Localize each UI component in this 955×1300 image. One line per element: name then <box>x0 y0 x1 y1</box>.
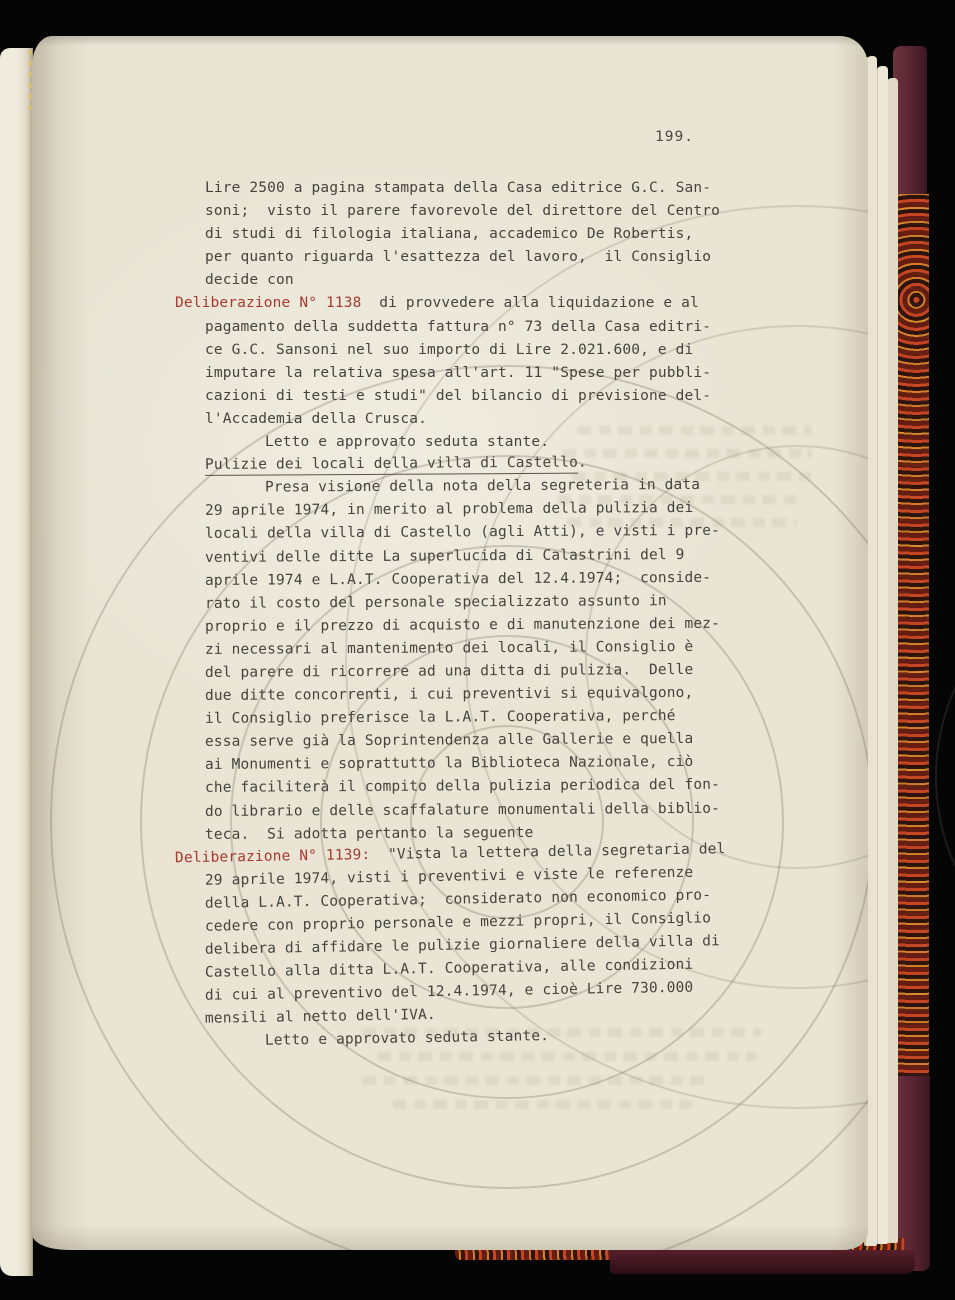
text-line: rato il costo del personale specializzato assunto in <box>204 592 667 612</box>
text-line: essa serve già la Soprintendenza alle Gallerie e quella <box>204 731 694 751</box>
background-reflection-arc <box>935 560 955 994</box>
text-line: Letto e approvato seduta stante. <box>264 1028 550 1050</box>
deliberazione-text: di provvedere alla liquidazione e al <box>361 295 699 312</box>
text-line: 29 aprile 1974, visti i preventivi e viste le referenze <box>204 864 694 889</box>
bleedthrough-text <box>392 1100 692 1109</box>
text-line: locali della villa di Castello (agli Atti), e visti i pre- <box>204 523 721 543</box>
text-line: Castello alla ditta L.A.T. Cooperativa, alle condizioni <box>204 956 694 981</box>
binding-marbled-endpaper <box>893 194 929 1076</box>
text-line: cazioni di testi e studi" del bilancio di previsione del- <box>205 387 712 404</box>
page-number: 199. <box>655 129 694 145</box>
text-line: delibera di affidare le pulizie giornaliere della villa di <box>204 933 721 958</box>
text-line: 29 aprile 1974, in merito al problema della pulizia dei <box>204 500 694 520</box>
text-line: il Consiglio preferisce la L.A.T. Cooperativa, perché <box>204 708 676 728</box>
text-line: ai Monumenti e soprattutto la Biblioteca Nazionale, ciò <box>204 754 694 774</box>
text-line: ventivi delle ditte La superlucida di Calastrini del 9 <box>204 546 685 566</box>
text-line: pagamento della suddetta fattura n° 73 della Casa editri- <box>205 318 712 335</box>
text-line: zi necessari al mantenimento dei locali, il Consiglio è <box>204 638 694 658</box>
text-line: Lire 2500 a pagina stampata della Casa editrice G.C. San- <box>205 180 712 196</box>
text-line: due ditte concorrenti, i cui preventivi si equivalgono, <box>204 684 694 704</box>
text-line: ce G.C. Sansoni nel suo importo di Lire 2.021.600, e di <box>205 341 694 358</box>
text-line: l'Accademia della Crusca. <box>205 410 427 427</box>
page-edge <box>876 66 888 1244</box>
text-line: proprio e il prezzo di acquisto e di manutenzione dei mez- <box>204 615 721 635</box>
text-line: soni; visto il parere favorevole del direttore del Centro <box>205 203 721 220</box>
section-heading: Pulizie dei locali della villa di Castello <box>205 455 578 476</box>
text-line: di studi di filologia italiana, accademico De Robertis, <box>205 226 694 243</box>
book-binding <box>893 46 933 1271</box>
binding-leather-top <box>893 46 927 194</box>
text-line <box>32 292 868 315</box>
text-line: teca. Si adotta pertanto la seguente <box>204 824 534 843</box>
text-line: decide con <box>205 272 294 289</box>
typewritten-text <box>32 177 868 1055</box>
text-line: del parere di ricorrere ad una ditta di pulizia. Delle <box>204 661 694 681</box>
text-line: imputare la relativa spesa all'art. 11 "Spese per pubbli- <box>205 364 712 381</box>
book-page <box>32 36 868 1250</box>
text-line: aprile 1974 e L.A.T. Cooperativa del 12.4.1974; conside- <box>204 569 712 589</box>
deliberazione-text: "Vista la lettera della segretaria del <box>370 840 726 863</box>
text-line: che faciliterà il compito della pulizia periodica del fon- <box>204 777 721 797</box>
section-heading-period: . <box>577 454 587 471</box>
text-line: Presa visione della nota della segreteria in data <box>264 477 701 496</box>
bottom-cover-edge <box>610 1250 915 1274</box>
text-line: cedere con proprio personale e mezzi propri, il Consiglio <box>204 910 712 935</box>
left-page-sliver <box>0 48 33 1276</box>
text-line: mensili al netto dell'IVA. <box>204 1007 436 1028</box>
text-line: per quanto riguarda l'esattezza del lavoro, il Consiglio <box>205 249 712 266</box>
deliberazione-label: Deliberazione N° 1139: <box>174 846 371 866</box>
text-line: di cui al preventivo del 12.4.1974, e cioè Lire 730.000 <box>204 979 694 1005</box>
deliberazione-label: Deliberazione N° 1138 <box>175 295 362 312</box>
text-line: Letto e approvato seduta stante. <box>265 434 550 451</box>
text-line: do librario e delle scaffalature monumentali della biblio- <box>204 800 721 820</box>
text-line: della L.A.T. Cooperativa; considerato non economico pro- <box>204 887 712 912</box>
bleedthrough-text <box>362 1076 712 1085</box>
